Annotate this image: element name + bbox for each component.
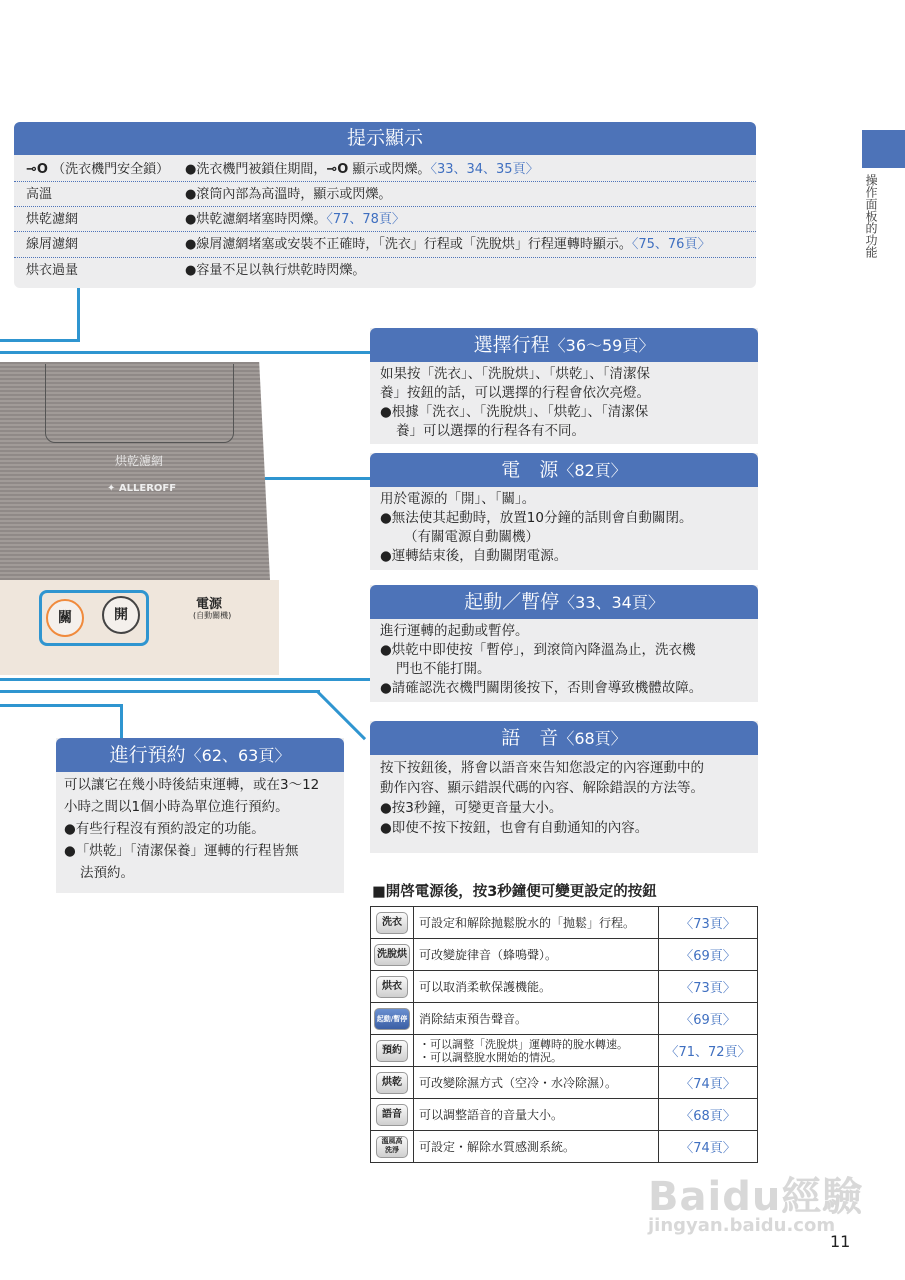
leader-line xyxy=(0,351,372,354)
body-line: 如果按「洗衣」、「洗脫烘」、「烘乾」、「清潔保 xyxy=(380,366,650,382)
leader-line xyxy=(0,690,320,693)
table-cell: 可改變除濕方式（空冷・水冷除濕）。 xyxy=(414,1067,659,1099)
body-line: 養」可以選擇的行程各有不同。 xyxy=(396,423,585,439)
watermark-logo: Baidu經驗 xyxy=(648,1174,864,1220)
side-tab-text: 操作面板的功能 xyxy=(864,174,878,258)
body-line: 法預約。 xyxy=(80,865,134,881)
hint-row-text: ●滾筒內部為高溫時，顯示或閃爍。 xyxy=(185,187,392,202)
power-label: 電源 xyxy=(196,597,223,612)
brand-name: ALLEROFF xyxy=(118,483,177,494)
table-row xyxy=(371,1131,758,1163)
power-off-button[interactable]: 關 xyxy=(46,599,84,637)
filter-label: 烘乾濾網 xyxy=(115,454,164,468)
leader-line xyxy=(0,678,372,681)
key-button: 洗脫烘 xyxy=(374,944,410,966)
timer-box xyxy=(56,738,344,893)
voice-box xyxy=(370,721,758,853)
body-line: ●烘乾中即使按「暫停」，到滾筒內降溫為止，洗衣機 xyxy=(380,642,696,658)
table-cell-ref: 〈69頁〉 xyxy=(659,939,758,971)
hint-row-ref: 〈77、78頁〉 xyxy=(326,212,405,227)
hint-row-label: （洗衣機門安全鎖） xyxy=(52,162,170,177)
key-icon: ⊸O xyxy=(26,162,48,177)
power-sub-label: (自動關機) xyxy=(193,611,232,620)
body-line: ●運轉結束後，自動關閉電源。 xyxy=(380,548,568,564)
key-button: 洗衣 xyxy=(376,912,408,934)
hint-row-text: ●洗衣機門被鎖住期間， xyxy=(185,162,327,177)
watermark-url: jingyan.baidu.com xyxy=(648,1215,836,1236)
table-cell-ref: 〈73頁〉 xyxy=(659,907,758,939)
table-cell-ref: 〈73頁〉 xyxy=(659,971,758,1003)
body-line: 按下按鈕後，將會以語音來告知您設定的內容運動中的 xyxy=(380,760,704,776)
body-line: ●有些行程沒有預約設定的功能。 xyxy=(64,821,265,837)
brand-mark-icon: ✦ xyxy=(107,483,116,494)
table-cell-ref: 〈71、72頁〉 xyxy=(659,1035,758,1067)
table-cell-ref: 〈69頁〉 xyxy=(659,1003,758,1035)
hint-row-lint-filter xyxy=(14,232,756,257)
key-button: 溫風高洗淨 xyxy=(376,1136,408,1158)
body-line: ●根據「洗衣」、「洗脫烘」、「烘乾」、「清潔保 xyxy=(380,404,649,420)
start-pause-header: 起動／暫停〈33、34頁〉 xyxy=(370,585,758,619)
keys-heading: ■開啓電源後，按3秒鐘便可變更設定的按鈕 xyxy=(372,884,657,900)
leader-line xyxy=(77,288,80,340)
table-cell: ・可以調整「洗脫烘」運轉時的脫水轉速。 xyxy=(419,1037,628,1051)
body-line: ●「烘乾」「清潔保養」運轉的行程皆無 xyxy=(64,843,299,859)
table-row xyxy=(371,1035,758,1067)
select-course-header: 選擇行程〈36～59頁〉 xyxy=(370,328,758,362)
hint-row-label: 烘衣過量 xyxy=(26,263,79,278)
body-line: 門也不能打開。 xyxy=(396,661,491,677)
body-line: ●按3秒鐘，可變更音量大小。 xyxy=(380,800,563,816)
keys-table xyxy=(370,906,758,1163)
key-button: 烘衣 xyxy=(376,976,408,998)
table-cell: ・可以調整脫水開始的情況。 xyxy=(419,1050,562,1064)
body-line: 用於電源的「開」、「關」。 xyxy=(380,491,536,507)
key-button: 烘乾 xyxy=(376,1072,408,1094)
page-number: 11 xyxy=(830,1232,851,1251)
body-line: 小時之間以1個小時為單位進行預約。 xyxy=(64,799,289,815)
side-tab xyxy=(862,130,905,168)
table-row xyxy=(371,907,758,939)
start-pause-box xyxy=(370,585,758,702)
voice-header: 語 音〈68頁〉 xyxy=(370,721,758,755)
hint-row-overload xyxy=(14,258,756,283)
hint-row-text: ●烘乾濾網堵塞時閃爍。 xyxy=(185,212,327,227)
body-line: ●無法使其起動時，放置10分鐘的話則會自動關閉。 xyxy=(380,510,693,526)
table-cell: 消除結束預告聲音。 xyxy=(414,1003,659,1035)
key-button: 預約 xyxy=(376,1040,408,1062)
leader-line xyxy=(316,690,366,740)
table-row xyxy=(371,939,758,971)
body-line: 養」按鈕的話，可以選擇的行程會依次亮燈。 xyxy=(380,385,650,401)
select-course-box xyxy=(370,328,758,444)
table-cell-ref: 〈74頁〉 xyxy=(659,1131,758,1163)
table-cell: 可設定和解除抛鬆脫水的「抛鬆」行程。 xyxy=(414,907,659,939)
hint-row-lock xyxy=(14,157,756,182)
leader-line xyxy=(0,704,122,707)
table-row xyxy=(371,971,758,1003)
table-cell: 可設定・解除水質感測系統。 xyxy=(414,1131,659,1163)
filter-door xyxy=(45,364,234,443)
hint-row-ref: 〈75、76頁〉 xyxy=(631,237,711,252)
key-button: 起動/暫停 xyxy=(374,1008,411,1030)
brand-logo xyxy=(107,483,176,494)
table-row xyxy=(371,1099,758,1131)
table-cell: 可以調整語音的音量大小。 xyxy=(414,1099,659,1131)
hint-row-text: ●線屑濾網堵塞或安裝不正確時，「洗衣」行程或「洗脫烘」行程運轉時顯示。 xyxy=(185,237,632,252)
table-cell: 可改變旋律音（蜂鳴聲）。 xyxy=(414,939,659,971)
power-header: 電 源〈82頁〉 xyxy=(370,453,758,487)
power-on-button[interactable]: 開 xyxy=(102,596,140,634)
hint-row-ref: 〈33、34、35頁〉 xyxy=(430,162,539,177)
body-line: 動作內容、顯示錯誤代碼的內容、解除錯誤的方法等。 xyxy=(380,780,704,796)
hint-row-label: 線屑濾網 xyxy=(26,237,79,252)
hint-title: 提示顯示 xyxy=(14,122,756,155)
hint-row-label: 烘乾濾網 xyxy=(26,212,79,227)
leader-line xyxy=(120,704,123,740)
body-line: 可以讓它在幾小時後結束運轉，或在3～12 xyxy=(64,777,320,793)
table-row xyxy=(371,1067,758,1099)
body-line: 進行運轉的起動或暫停。 xyxy=(380,623,529,639)
hint-row-text: ●容量不足以執行烘乾時閃爍。 xyxy=(185,263,366,278)
table-cell: 可以取消柔軟保護機能。 xyxy=(414,971,659,1003)
hint-row-text2: 顯示或閃爍。 xyxy=(348,162,431,177)
power-box xyxy=(370,453,758,570)
timer-header: 進行預約〈62、63頁〉 xyxy=(56,738,344,772)
body-line: （有關電源自動關機） xyxy=(404,529,539,545)
leader-line xyxy=(0,339,80,342)
hint-row-dry-filter xyxy=(14,207,756,232)
hint-row-label: 高溫 xyxy=(26,187,53,202)
hint-row-hot xyxy=(14,182,756,207)
table-cell-ref: 〈68頁〉 xyxy=(659,1099,758,1131)
table-row xyxy=(371,1003,758,1035)
body-line: ●請確認洗衣機門關閉後按下，否則會導致機體故障。 xyxy=(380,680,703,696)
table-cell-ref: 〈74頁〉 xyxy=(659,1067,758,1099)
key-icon: ⊸O xyxy=(326,162,349,177)
key-button: 語音 xyxy=(376,1104,408,1126)
body-line: ●即使不按下按鈕，也會有自動通知的內容。 xyxy=(380,820,649,836)
